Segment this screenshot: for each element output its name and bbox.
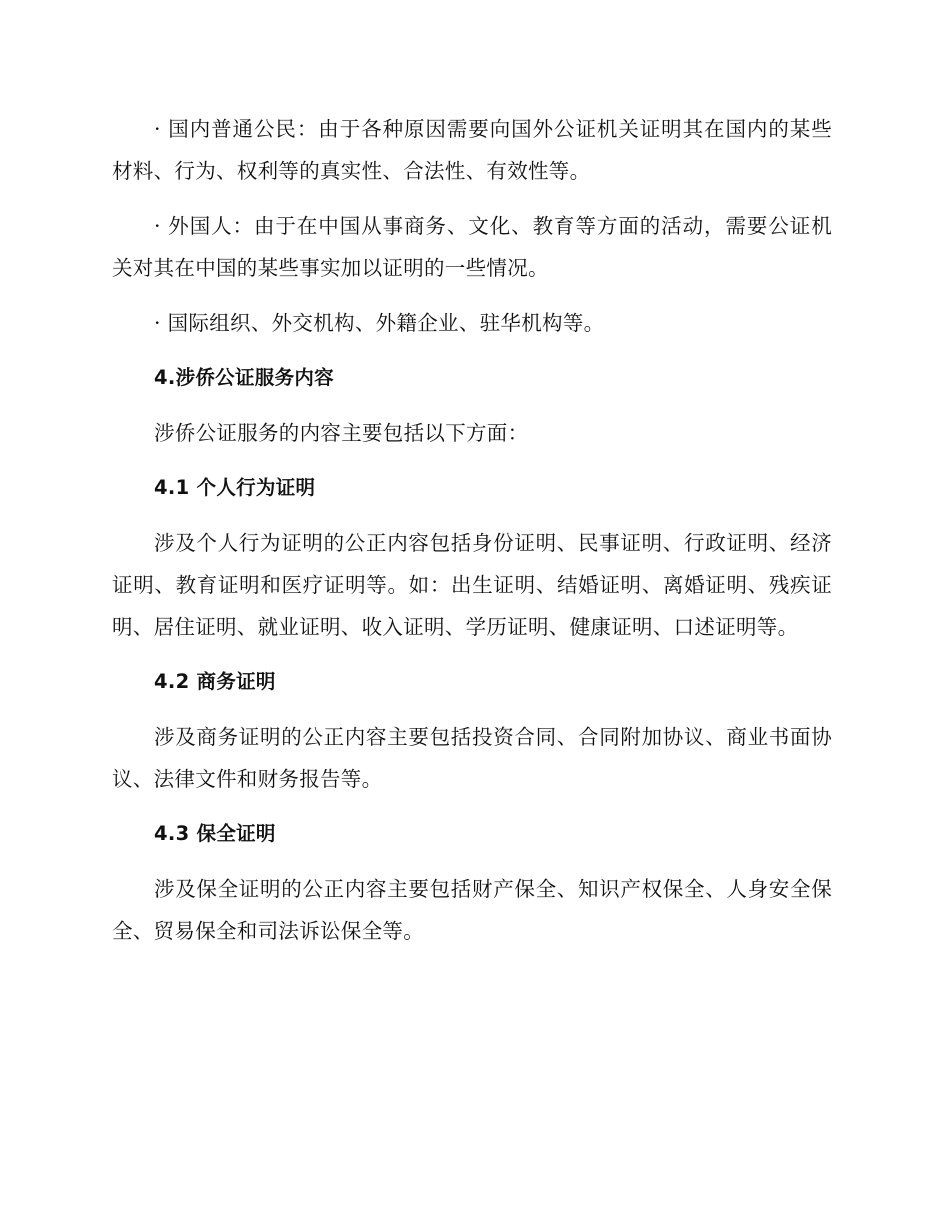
section-heading-4-1: 4.1 个人行为证明 (154, 476, 316, 499)
bullet-foreigners: · 外国人：由于在中国从事商务、文化、教育等方面的活动，需要公证机关对其在中国的某些事实加以证明的一些情况。 (112, 214, 832, 280)
bullet-domestic-citizens: · 国内普通公民：由于各种原因需要向国外公证机关证明其在国内的某些材料、行为、权利等的真实性、合法性、有效性等。 (112, 117, 832, 183)
bullet-international-organizations: · 国际组织、外交机构、外籍企业、驻华机构等。 (154, 311, 605, 335)
section-heading-4: 4.涉侨公证服务内容 (154, 366, 334, 389)
section-4-2-body: 涉及商务证明的公正内容主要包括投资合同、合同附加协议、商业书面协议、法律文件和财务报告等。 (112, 725, 832, 791)
section-4-intro: 涉侨公证服务的内容主要包括以下方面： (154, 421, 529, 445)
section-4-3-body: 涉及保全证明的公正内容主要包括财产保全、知识产权保全、人身安全保全、贸易保全和司法诉讼保全等。 (112, 877, 832, 943)
section-heading-4-3: 4.3 保全证明 (154, 822, 276, 845)
document-body (112, 108, 832, 965)
section-4-1-body: 涉及个人行为证明的公正内容包括身份证明、民事证明、行政证明、经济证明、教育证明和医疗证明等。如：出生证明、结婚证明、离婚证明、残疾证明、居住证明、就业证明、收入证明、学历证明、健康证明、口述证明等。 (112, 531, 832, 639)
section-heading-4-2: 4.2 商务证明 (154, 670, 276, 693)
